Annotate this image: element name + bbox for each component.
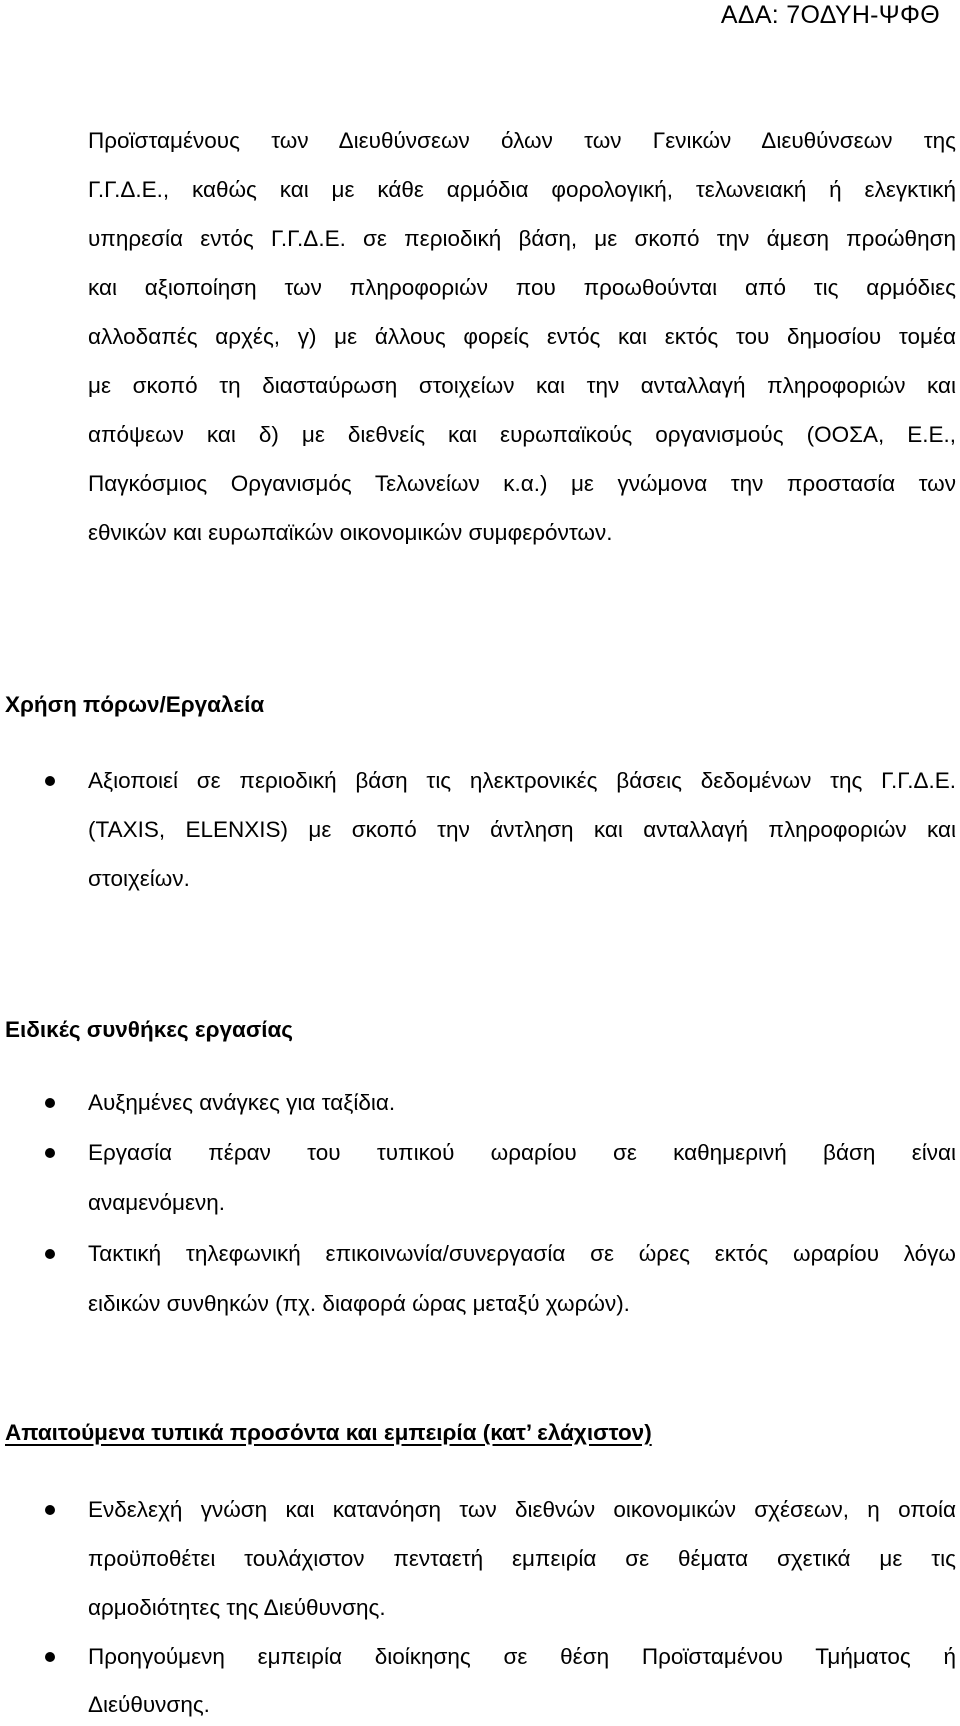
bullet-line: Αυξημένες ανάγκες για ταξίδια. [88,1090,396,1115]
bullet-line: Αξιοποιεί σε περιοδική βάση τις ηλεκτρονικές βάσεις δεδομένων της Γ.Γ.Δ.Ε. [88,768,956,793]
bullet-line: αρμοδιότητες της Διεύθυνσης. [88,1595,386,1620]
bullet-icon [45,776,55,786]
bullet-icon [45,1148,55,1158]
paragraph-line: με σκοπό τη διασταύρωση στοιχείων και την ανταλλαγή πληροφοριών και [88,373,956,398]
section-title: Ειδικές συνθήκες εργασίας [5,1017,294,1042]
section-title: Απαιτούμενα τυπικά προσόντα και εμπειρία (κατ’ ελάχιστον) [5,1420,652,1445]
bullet-line: Τακτική τηλεφωνική επικοινωνία/συνεργασία σε ώρες εκτός ωραρίου λόγω [88,1241,956,1266]
section-title: Χρήση πόρων/Εργαλεία [5,692,265,717]
paragraph-line: Παγκόσμιος Οργανισμός Τελωνείων κ.α.) με γνώμονα την προστασία των [88,471,956,496]
bullet-line: Διεύθυνσης. [88,1692,210,1717]
paragraph-line: υπηρεσία εντός Γ.Γ.Δ.Ε. σε περιοδική βάση, με σκοπό την άμεση προώθηση [88,226,956,251]
bullet-line: αναμενόμενη. [88,1190,226,1215]
paragraph-line: Προϊσταμένους των Διευθύνσεων όλων των Γενικών Διευθύνσεων της [88,128,956,153]
ada-code: ΑΔΑ: 7ΟΔΥΗ-ΨΦΘ [720,1,940,29]
bullet-icon [45,1652,55,1662]
paragraph-line: Γ.Γ.Δ.Ε., καθώς και με κάθε αρμόδια φορολογική, τελωνειακή ή ελεγκτική [88,177,956,202]
bullet-icon [45,1249,55,1259]
bullet-icon [45,1505,55,1515]
paragraph-line: και αξιοποίηση των πληροφοριών που προωθούνται από τις αρμόδιες [88,275,956,300]
bullet-line: προϋποθέτει τουλάχιστον πενταετή εμπειρία σε θέματα σχετικά με τις [88,1546,956,1571]
bullet-line: (TAXIS, ELENXIS) με σκοπό την άντληση και ανταλλαγή πληροφοριών και [88,817,956,842]
bullet-line: Προηγούμενη εμπειρία διοίκησης σε θέση Προϊσταμένου Τμήματος ή [88,1644,956,1669]
paragraph-line: απόψεων και δ) με διεθνείς και ευρωπαϊκούς οργανισμούς (ΟΟΣΑ, Ε.Ε., [88,422,956,447]
bullet-line: Εργασία πέραν του τυπικού ωραρίου σε καθημερινή βάση είναι [88,1140,956,1165]
bullet-icon [45,1098,55,1108]
paragraph-line: αλλοδαπές αρχές, γ) με άλλους φορείς εντός και εκτός του δημοσίου τομέα [88,324,956,349]
bullet-line: Ενδελεχή γνώση και κατανόηση των διεθνών οικονομικών σχέσεων, η οποία [88,1497,956,1522]
bullet-line: ειδικών συνθηκών (πχ. διαφορά ώρας μεταξύ χωρών). [88,1291,630,1316]
bullet-line: στοιχείων. [88,866,190,891]
paragraph-line: εθνικών και ευρωπαϊκών οικονομικών συμφερόντων. [88,520,613,545]
